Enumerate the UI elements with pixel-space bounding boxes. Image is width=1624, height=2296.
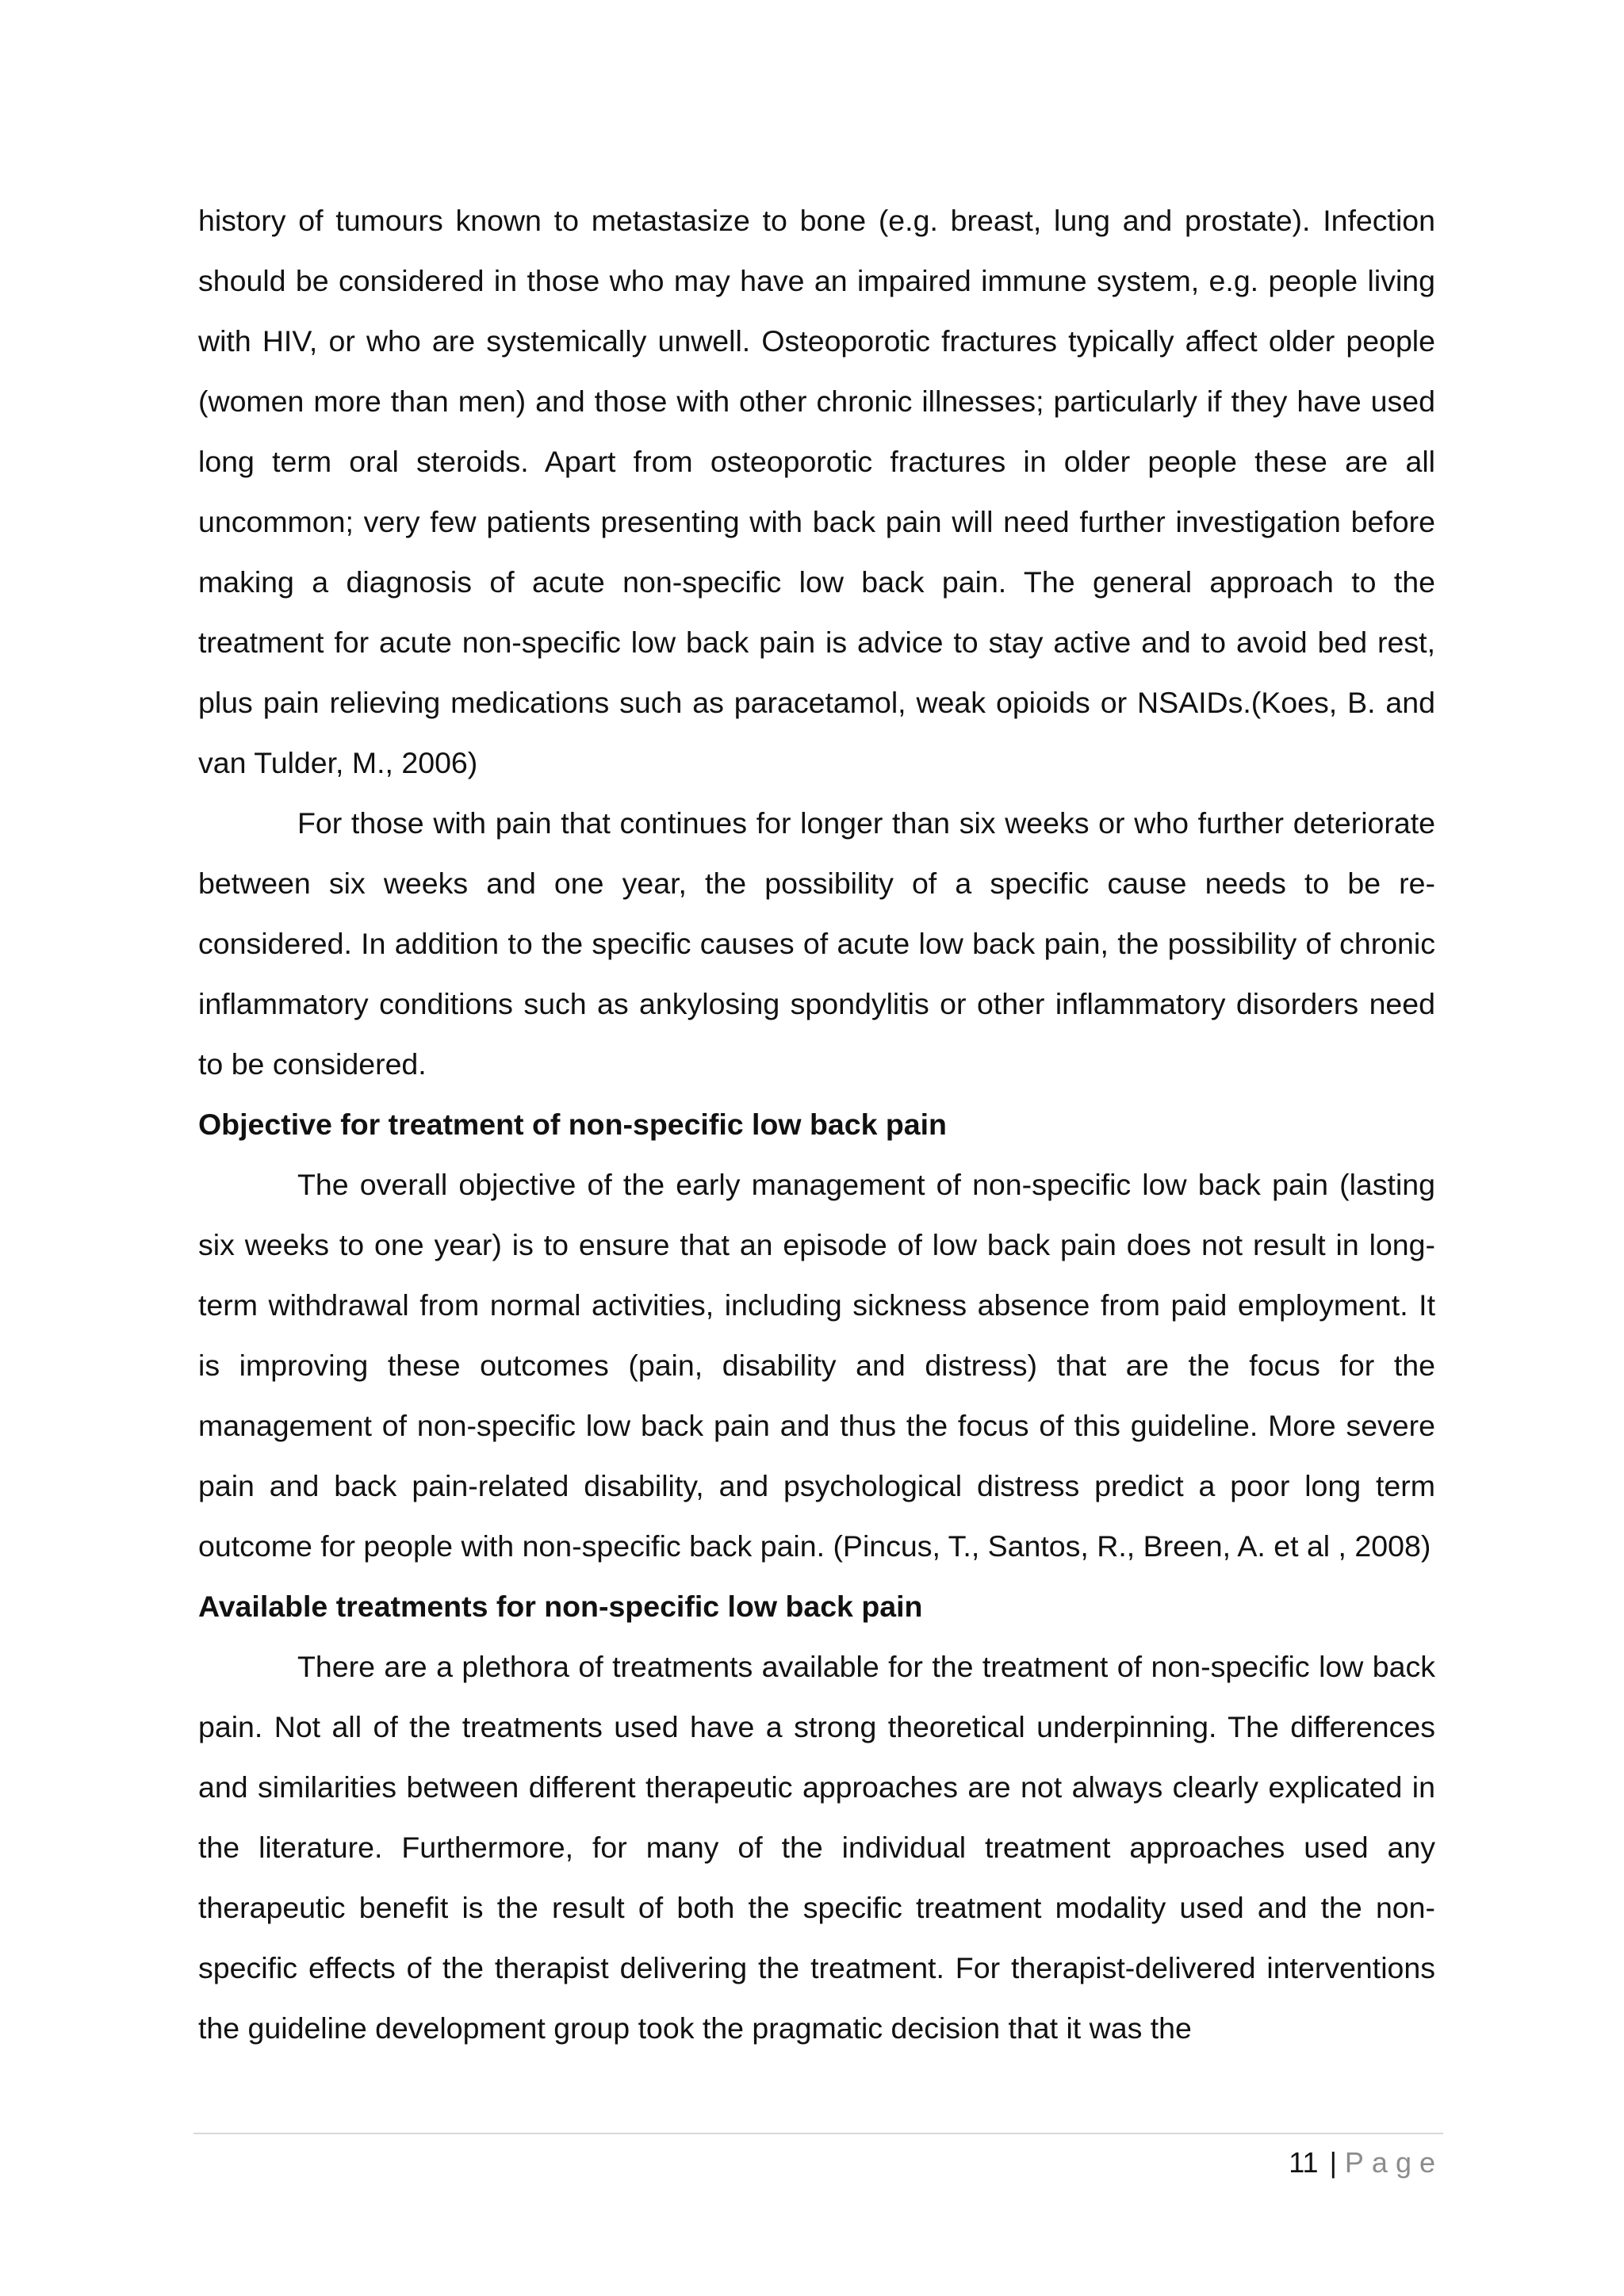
footer-divider bbox=[193, 2133, 1443, 2134]
paragraph-available-treatments: There are a plethora of treatments available for the treatment of non-specific low back pain. Not all of the treatments used have a strong theoretical underpinning. The differences and similarities between different therapeutic approaches are not always clearly explicated in the literature. Furthermore, for many of the individual treatment approaches used any therapeutic benefit is the result of both the specific treatment modality used and the non-specific effects of the therapist delivering the treatment. For therapist-delivered interventions the guideline development group took the pragmatic decision that it was the bbox=[198, 1650, 1435, 2045]
paragraph-tumour-infection: history of tumours known to metastasize to bone (e.g. breast, lung and prostate). Infection should be considered in those who may have an impaired immune system, e.g. people living with HIV, or who are systemically unwell. Osteoporotic fractures typically affect older people (women more than men) and those with other chronic illnesses; particularly if they have used long term oral steroids. Apart from osteoporotic fractures in older people these are all uncommon; very few patients presenting with back pain will need further investigation before making a diagnosis of acute non-specific low back pain. The general approach to the treatment for acute non-specific low back pain is advice to stay active and to avoid bed rest, plus pain relieving medications such as paracetamol, weak opioids or NSAIDs.(Koes, B. and van Tulder, M., 2006) bbox=[198, 204, 1435, 779]
document-body bbox=[198, 190, 1435, 2058]
page-number: 11 bbox=[1289, 2146, 1319, 2179]
page-label: Page bbox=[1344, 2146, 1443, 2179]
page-footer bbox=[1289, 2141, 1443, 2185]
section-heading-available-treatments: Available treatments for non-specific low back pain bbox=[198, 1590, 923, 1623]
paragraph-persistent-pain: For those with pain that continues for longer than six weeks or who further deteriorate between six weeks and one year, the possibility of a specific cause needs to be re-considered. In addition to the specific causes of acute low back pain, the possibility of chronic inflammatory conditions such as ankylosing spondylitis or other inflammatory disorders need to be considered. bbox=[198, 806, 1435, 1081]
paragraph-objective: The overall objective of the early management of non-specific low back pain (lasting six weeks to one year) is to ensure that an episode of low back pain does not result in long-term withdrawal from normal activities, including sickness absence from paid employment. It is improving these outcomes (pain, disability and distress) that are the focus for the management of non-specific low back pain and thus the focus of this guideline. More severe pain and back pain-related disability, and psychological distress predict a poor long term outcome for people with non-specific back pain. (Pincus, T., Santos, R., Breen, A. et al , 2008) bbox=[198, 1168, 1435, 1563]
footer-separator: | bbox=[1329, 2146, 1337, 2179]
section-heading-objective: Objective for treatment of non-specific low back pain bbox=[198, 1108, 947, 1141]
